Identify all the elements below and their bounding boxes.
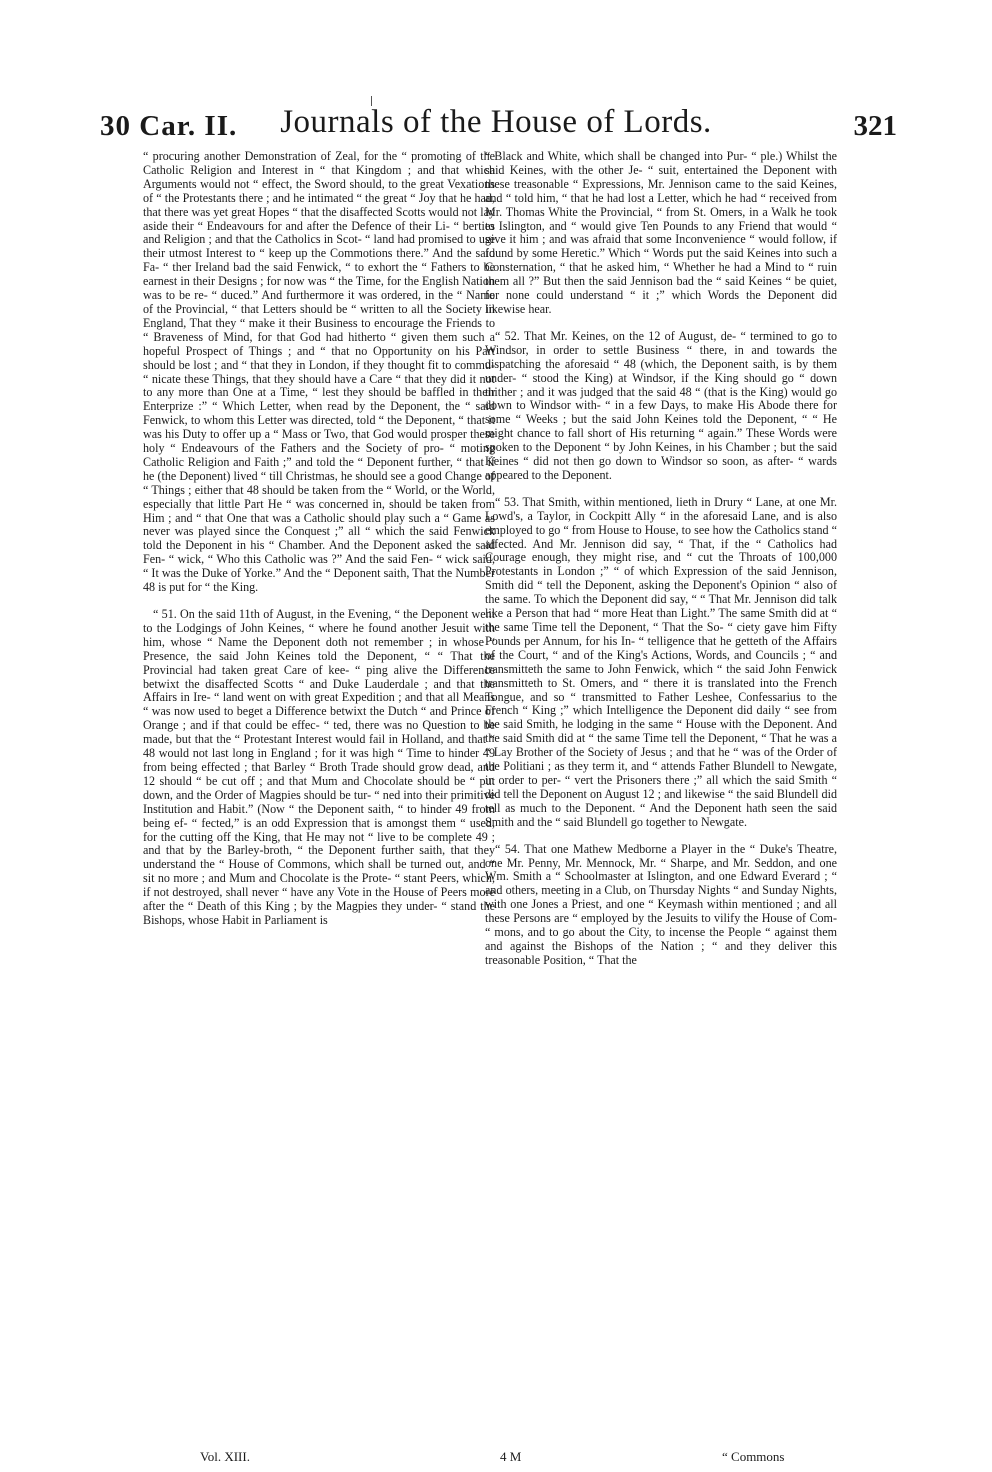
paragraph-51-continued: “ Black and White, which shall be changed into Pur- “ ple.) Whilst the said Keines, with the other Je- “ suit, entertained the Deponent with these treasonable “ Expressions, Mr. Jennison came to the said Keines, and “ told him, “ that he had lost a Letter, which he had “ received from Mr. Thomas White the Provincial, “ from St. Omers, in a Walk he took to Islington, and “ would give Ten Pounds to any Friend that would “ give it him ; and was afraid that some Inconvenience “ would follow, if found by some Heretic.” Which “ Words put the said Keines into such a Consternation, “ that he asked him, “ Whether he had a Mind to “ ruin them all ?” But then the said Jennison bad the “ said Keines “ be quiet, for none could understand “ it ;” which Words the Deponent did likewise hear. [485, 150, 837, 316]
paragraph-53: “ 53. That Smith, within mentioned, lieth in Drury “ Lane, at one Mr. Lowd's, a Taylor, in Cockpitt Ally “ in the aforesaid Lane, and is also employed to go “ from House to House, to see how the Catholics stand “ affected. And Mr. Jennison did say, “ That, if the “ Catholics had Courage enough, they might rise, and “ cut the Throats of 100,000 Protestants in London ;” “ of which Expression of the said Jennison, Smith did “ tell the Deponent, asking the Deponent's Opinion “ also of the same. To which the Deponent did say, “ “ That Mr. Jennison did talk like a Person that had “ more Heat than Light.” The same Smith did at “ the same Time tell the Deponent, “ That the So- “ ciety gave him Fifty Pounds per Annum, for his In- “ telligence that he getteth of the Affairs of the Court, “ and of the King's Actions, Words, and Councils ; “ and transmitteth the same to John Fenwick, which “ the said John Fenwick transmitteth to St. Omers, and “ there it is translated into the French Tongue, and so “ transmitted to Father Leshee, Confessarius to the French “ King ;” which Intelligence the Deponent did daily “ see from the said Smith, he lodging in the same “ House with the Deponent. And the said Smith did at “ the same Time tell the Deponent, “ That he was a “ Lay Brother of the Society of Jesus ; and that he “ was of the Order of the Politiani ; as they term it, and “ attends Father Blundell to Newgate, in order to per- “ vert the Prisoners there ;” all which the said Smith “ did tell the Deponent on August 12 ; and likewise “ the said Blundell did tell as much to the Deponent. “ And the Deponent hath seen the said Smith and the “ said Blundell go together to Newgate. [485, 494, 837, 829]
paragraph-52: “ 52. That Mr. Keines, on the 12 of August, de- “ termined to go to Windsor, in order to settle Business “ there, in and towards the dispatching the aforesaid “ 48 (which, the Deponent saith, is by them under- “ stood the King) at Windsor, if the King should go “ down thither ; and it was judged that the said 48 “ (that is the King) would go down to Windsor with- “ in a few Days, to make His Abode there for some “ Weeks ; but the said John Keines told the Deponent, “ “ He might chance to fall short of His returning “ again.” These Words were spoken to the Deponent “ by John Keines, in his Chamber ; but the said Keines “ did not then go down to Windsor so soon, as after- “ wards appeared to the Deponent. [485, 328, 837, 482]
signature-mark: 4 M [500, 1449, 522, 1464]
right-column [485, 150, 837, 1440]
volume-signature: Vol. XIII. [200, 1449, 250, 1464]
paragraph-continued: “ procuring another Demonstration of Zeal, for the “ promoting of the Catholic Religion and Interest in “ that Kingdom ; and that which Arguments would not “ effect, the Sword should, to the great Vexations of “ the Protestants there ; and he intimated “ the great “ Joy that he had, that there was yet great Hopes “ that the disaffected Scotts would not lay aside their “ Endeavours for and after the Defence of their Li- “ berties and Religion ; and that the Catholics in Scot- “ land had promised to use their utmost Interest to “ keep up the Commotions there.” And the said Fa- “ ther Ireland bad the said Fenwick, “ to exhort the “ Fathers to be earnest in their Designs ; for now was “ the Time, for the English Nation was to be re- “ duced.” And furthermore it was ordered, in the “ Name of the Provincial, “ that Letters should be “ written to all the Society in England, That they “ make it their Business to encourage the Friends to “ Braveness of Mind, for that God had hitherto “ given them such a hopeful Prospect of Things ; and “ that no Opportunity on his Part should be lost ; and “ that they in London, if they thought fit to commu- “ nicate these Things, that they should have a Care “ that they did it not to any more than One at a Time, “ lest they should be baffled in their Enterprize :” “ Which Letter, when read by the Deponent, the “ said Fenwick, to whom this Letter was directed, told “ the Deponent, “ that it was his Duty to offer up a “ Mass or Two, that God would prosper these holy “ Endeavours of the Fathers and the Society of pro- “ moting Catholic Religion and Faith ;” and told the “ Deponent further, “ that if he (the Deponent) lived “ till Christmas, he should see a good Change of “ Things ; either that 48 should be taken from the “ World, or the World, especially that little Part He “ was concerned in, should be taken from Him ; and “ that One that was a Catholic should play such a “ Game as never was played since the Conquest ;” all “ which the said Fenwick told the Deponent in his “ Chamber. And the Deponent asked the said Fen- “ wick, “ Who this Catholic was ?” And the said Fen- “ wick said, “ It was the Duke of Yorke.” And the “ Deponent saith, That the Number 48 is put for “ the King. [143, 150, 495, 595]
catchword: “ Commons [722, 1449, 785, 1464]
page-header [0, 104, 992, 152]
page-footer [0, 1449, 992, 1467]
page-number: 321 [853, 110, 897, 142]
paragraph-51: “ 51. On the said 11th of August, in the Evening, “ the Deponent went to the Lodgings of John Keines, “ where he found another Jesuit with him, whose “ Name the Deponent doth not remember ; in whose “ Presence, the said John Keines told the Deponent, “ “ That the Provincial had taken great Care of kee- “ ping alive the Difference betwixt the disaffected Scotts “ and Duke Lauderdale ; and that the Affairs in Ire- “ land went on with great Expedition ; and that all Means “ was now used to beget a Difference betwixt the Dutch “ and Prince of Orange ; and if that could be effec- “ ted, there was no Question to be made, but that the “ Protestant Interest would fail in Holland, and that “ 48 would not last long in England ; for it was high “ Time to hinder 49 from being effected ; that Barley “ Broth Trade should grow dead, and 12 should “ be cut off ; and that Mum and Chocolate should be “ put down, and the Order of Magpies should be tur- “ ned into their primitive Institution and Habit.” (Now “ the Deponent saith, “ to hinder 49 from being ef- “ fected,” is an odd Expression that is amongst them “ used, for the cutting off the King, that He may not “ live to be complete 49 ; and that by the Barley-broth, “ the Deponent further saith, that they understand the “ House of Commons, which shall be turned out, and “ sit no more ; and Mum and Chocolate is the Prote- “ stant Peers, which, if not destroyed, shall never “ have any Vote in the House of Peers more after the “ Death of this King ; by the Magpies they under- “ stand the Bishops, whose Habit in Parliament is [143, 607, 495, 927]
regnal-year: 30 Car. II. [100, 110, 238, 142]
paragraph-54: “ 54. That one Mathew Medborne a Player in the “ Duke's Theatre, one Mr. Penny, Mr. Mennock, Mr. “ Sharpe, and Mr. Seddon, and one Wm. Smith a “ Schoolmaster at Islington, and one Edward Everard ; “ and others, meeting in a Club, on Thursday Nights “ and Sunday Nights, with one Jones a Priest, and one “ Keymash within mentioned ; and all these Persons are “ employed by the Jesuits to vilify the House of Com- “ mons, and to go about the City, to incense the People “ against them and against the Bishops of the Nation ; “ and they deliver this treasonable Position, “ That the [485, 841, 837, 967]
page-title: Journals of the House of Lords. [280, 104, 712, 140]
left-column [143, 150, 495, 1440]
